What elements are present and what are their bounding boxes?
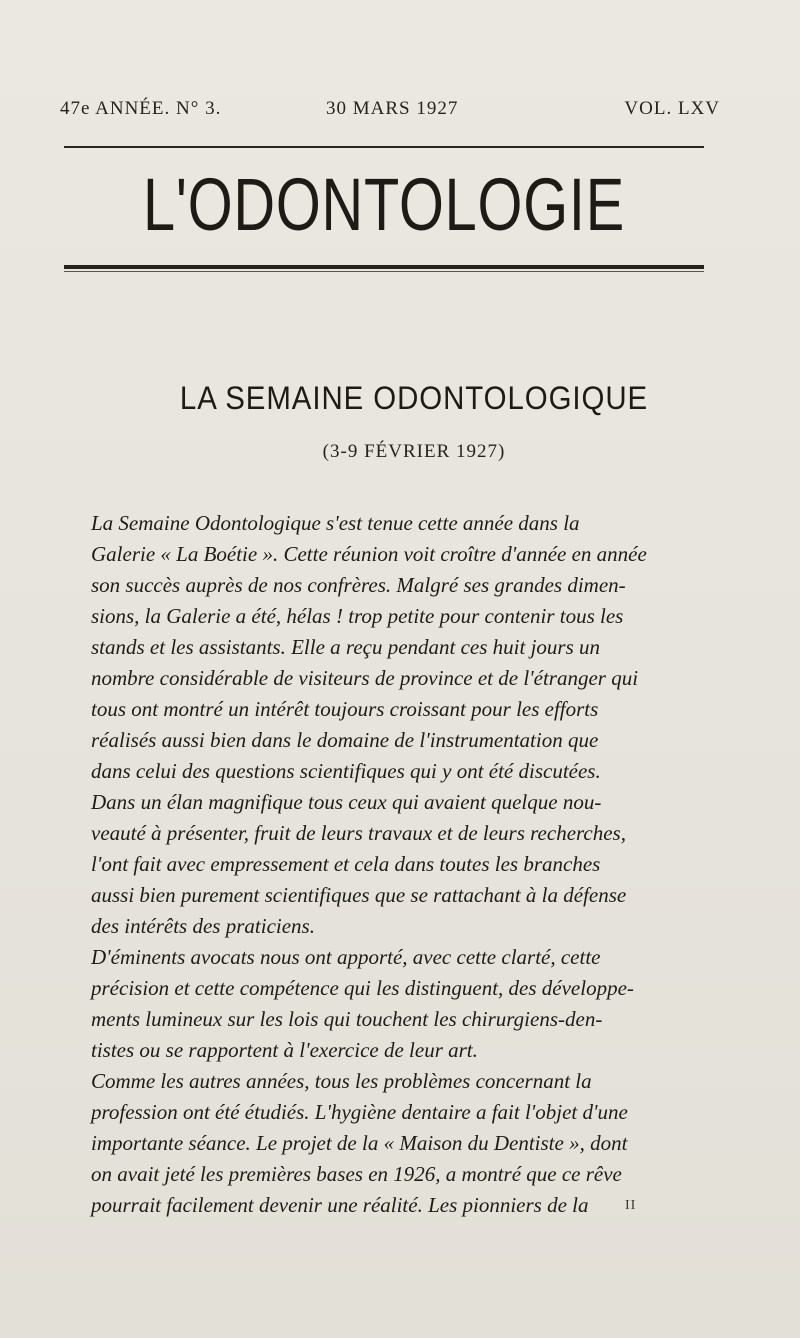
text-line: des intérêts des praticiens.: [91, 914, 315, 938]
text-line: nombre considérable de visiteurs de province et de l'étranger qui: [91, 666, 639, 690]
article-title: LA SEMAINE ODONTOLOGIQUE: [179, 380, 649, 416]
running-header: [60, 98, 720, 128]
text-line: on avait jeté les premières bases en 1926, a montré que ce rêve: [91, 1162, 622, 1186]
article-dates: (3-9 FÉVRIER 1927): [322, 441, 506, 462]
masthead-rule-thick: [64, 265, 704, 269]
text-line: profession ont été étudiés. L'hygiène dentaire a fait l'objet d'une: [91, 1100, 628, 1124]
paragraph-4: [91, 1066, 711, 1221]
text-line: réalisés aussi bien dans le domaine de l'instrumentation que: [91, 728, 599, 752]
issue-date: 30 MARS 1927: [326, 98, 459, 119]
text-line: Galerie « La Boétie ». Cette réunion voit croître d'année en année: [91, 542, 647, 566]
paragraph-3: [91, 942, 711, 1066]
text-line: sions, la Galerie a été, hélas ! trop petite pour contenir tous les: [91, 604, 624, 628]
text-line: dans celui des questions scientifiques qui y ont été discutées.: [91, 759, 601, 783]
volume-number: VOL. LXV: [624, 98, 720, 119]
text-line: l'ont fait avec empressement et cela dans toutes les branches: [91, 852, 601, 876]
text-line: D'éminents avocats nous ont apporté, avec cette clarté, cette: [91, 945, 601, 969]
text-line: son succès auprès de nos confrères. Malgré ses grandes dimen-: [91, 573, 626, 597]
text-line: Dans un élan magnifique tous ceux qui avaient quelque nou-: [91, 790, 602, 814]
text-line: importante séance. Le projet de la « Maison du Dentiste », dont: [91, 1131, 628, 1155]
paragraph-1: [91, 508, 711, 787]
journal-masthead: L'ODONTOLOGIE: [143, 163, 625, 246]
header-rule: [64, 146, 704, 148]
issue-number: 47e ANNÉE. N° 3.: [60, 98, 222, 119]
text-line: aussi bien purement scientifiques que se rattachant à la défense: [91, 883, 627, 907]
text-line: Comme les autres années, tous les problèmes concernant la: [91, 1069, 592, 1093]
page-number: II: [625, 1198, 637, 1213]
paragraph-2: [91, 787, 711, 942]
text-line: précision et cette compétence qui les distinguent, des développe-: [91, 976, 634, 1000]
text-line: pourrait facilement devenir une réalité. Les pionniers de la: [91, 1193, 589, 1217]
text-line: tous ont montré un intérêt toujours croissant pour les efforts: [91, 697, 599, 721]
text-line: stands et les assistants. Elle a reçu pendant ces huit jours un: [91, 635, 601, 659]
text-line: La Semaine Odontologique s'est tenue cette année dans la: [91, 511, 580, 535]
masthead-rule-thin: [64, 271, 704, 272]
text-line: veauté à présenter, fruit de leurs travaux et de leurs recherches,: [91, 821, 626, 845]
text-line: ments lumineux sur les lois qui touchent les chirurgiens-den-: [91, 1007, 603, 1031]
text-line: tistes ou se rapportent à l'exercice de leur art.: [91, 1038, 478, 1062]
